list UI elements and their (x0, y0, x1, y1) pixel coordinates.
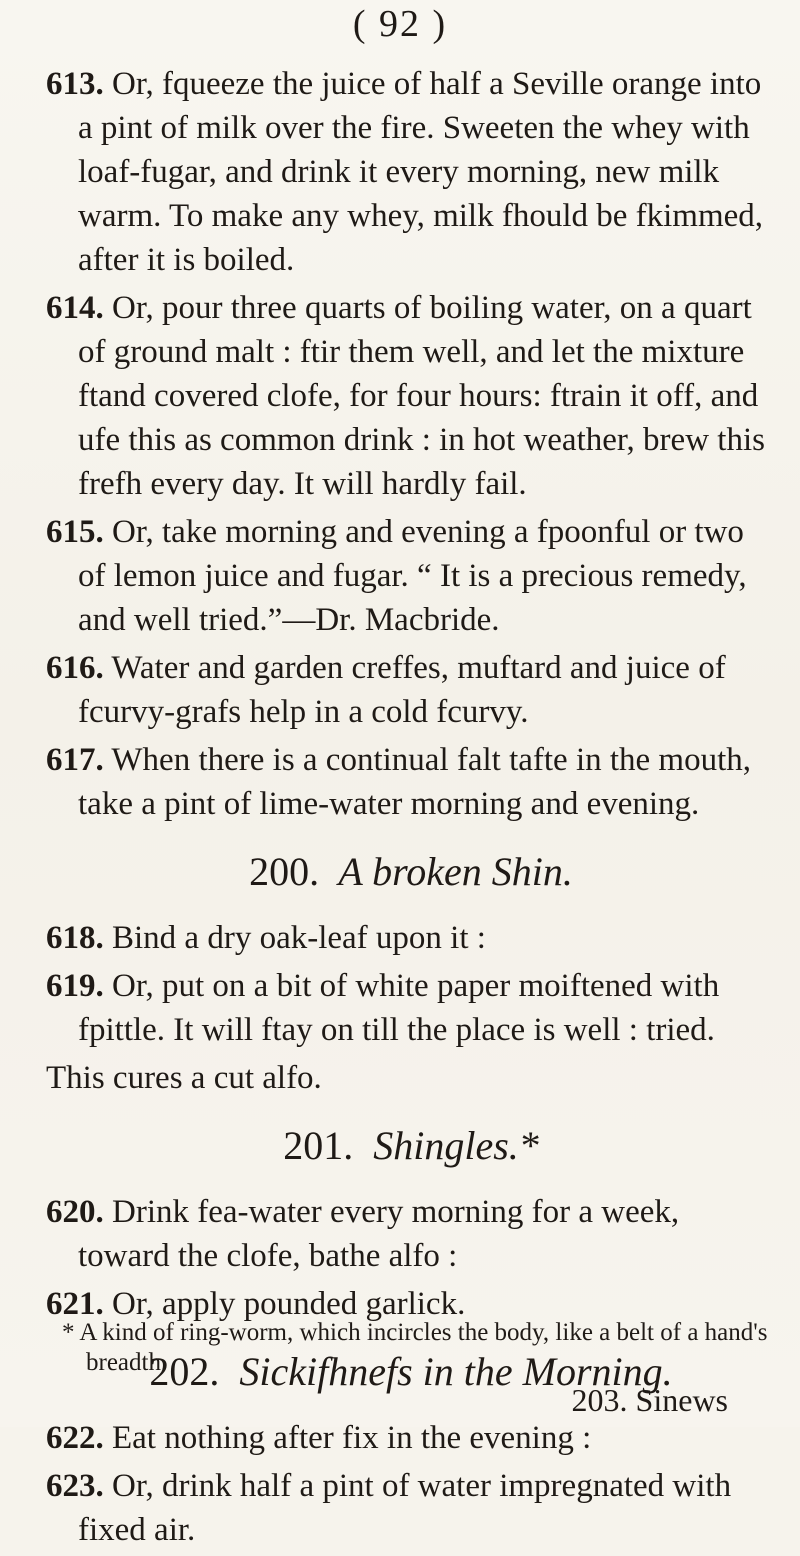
entry-text: Or, take morning and evening a fpoonful or two of lemon juice and fugar. “ It is a precious remedy, and well tried.”—Dr. Macbride. (78, 514, 747, 638)
entry-619 (46, 964, 776, 1052)
entry-text: Water and garden creffes, muftard and juice of fcurvy-grafs help in a cold fcurvy. (78, 650, 726, 730)
entry-text: Eat nothing after fix in the evening : (112, 1420, 592, 1456)
entry-number: 618. (46, 920, 104, 956)
section-heading-200 (46, 846, 776, 898)
entry-number: 622. (46, 1420, 104, 1456)
entry-622 (46, 1416, 776, 1460)
entry-616 (46, 646, 776, 734)
entry-617 (46, 738, 776, 826)
entry-620 (46, 1190, 776, 1278)
entry-number: 617. (46, 742, 104, 778)
section-number: 201. (283, 1123, 354, 1168)
page-header: ( 92 ) (352, 3, 448, 45)
cut-line: This cures a cut alfo. (46, 1060, 322, 1096)
entry-number: 615. (46, 514, 104, 550)
catchword: 203. Sinews (571, 1382, 728, 1418)
section-title: A broken Shin. (338, 849, 573, 894)
entry-615 (46, 510, 776, 642)
entry-number: 623. (46, 1468, 104, 1504)
entry-623 (46, 1464, 776, 1552)
entry-number: 621. (46, 1286, 104, 1322)
entry-618 (46, 916, 776, 960)
entry-number: 614. (46, 290, 104, 326)
entry-text: Or, apply pounded garlick. (112, 1286, 466, 1322)
entry-text: Or, fqueeze the juice of half a Seville orange into a pint of milk over the fire. Sweeten the whey with loaf-fugar, and drink it every morning, new milk warm. To make any whey, milk fhould be fkimmed, after it is boiled. (78, 66, 764, 278)
entry-number: 620. (46, 1194, 104, 1230)
section-number: 200. (249, 849, 320, 894)
entry-text: When there is a continual falt tafte in the mouth, take a pint of lime-water morning and evening. (78, 742, 752, 822)
entry-613 (46, 62, 776, 282)
section-title: Shingles.* (373, 1123, 539, 1168)
entry-text: Or, put on a bit of white paper moiftened with fpittle. It will ftay on till the place is well : tried. (78, 968, 720, 1048)
entry-text: Or, drink half a pint of water impregnated with fixed air. (78, 1468, 732, 1548)
footnote: * A kind of ring-worm, which incircles the body, like a belt of a hand's breadth. (62, 1319, 768, 1376)
entry-number: 613. (46, 66, 104, 102)
section-number: 202. (149, 1349, 220, 1394)
entry-text: Or, pour three quarts of boiling water, on a quart of ground malt : ftir them well, and let the mixture ftand covered clofe, for four hours: ftrain it off, and ufe this as common drink : in hot weather, brew this frefh every day. It will hardly fail. (78, 290, 765, 502)
entry-number: 616. (46, 650, 104, 686)
section-heading-201 (46, 1120, 776, 1172)
section-title: Sickifhnefs in the Morning. (239, 1349, 673, 1394)
entry-text: Drink fea-water every morning for a week, toward the clofe, bathe alfo : (78, 1194, 680, 1274)
entry-number: 619. (46, 968, 104, 1004)
entry-614 (46, 286, 776, 506)
entry-text: Bind a dry oak-leaf upon it : (112, 920, 486, 956)
